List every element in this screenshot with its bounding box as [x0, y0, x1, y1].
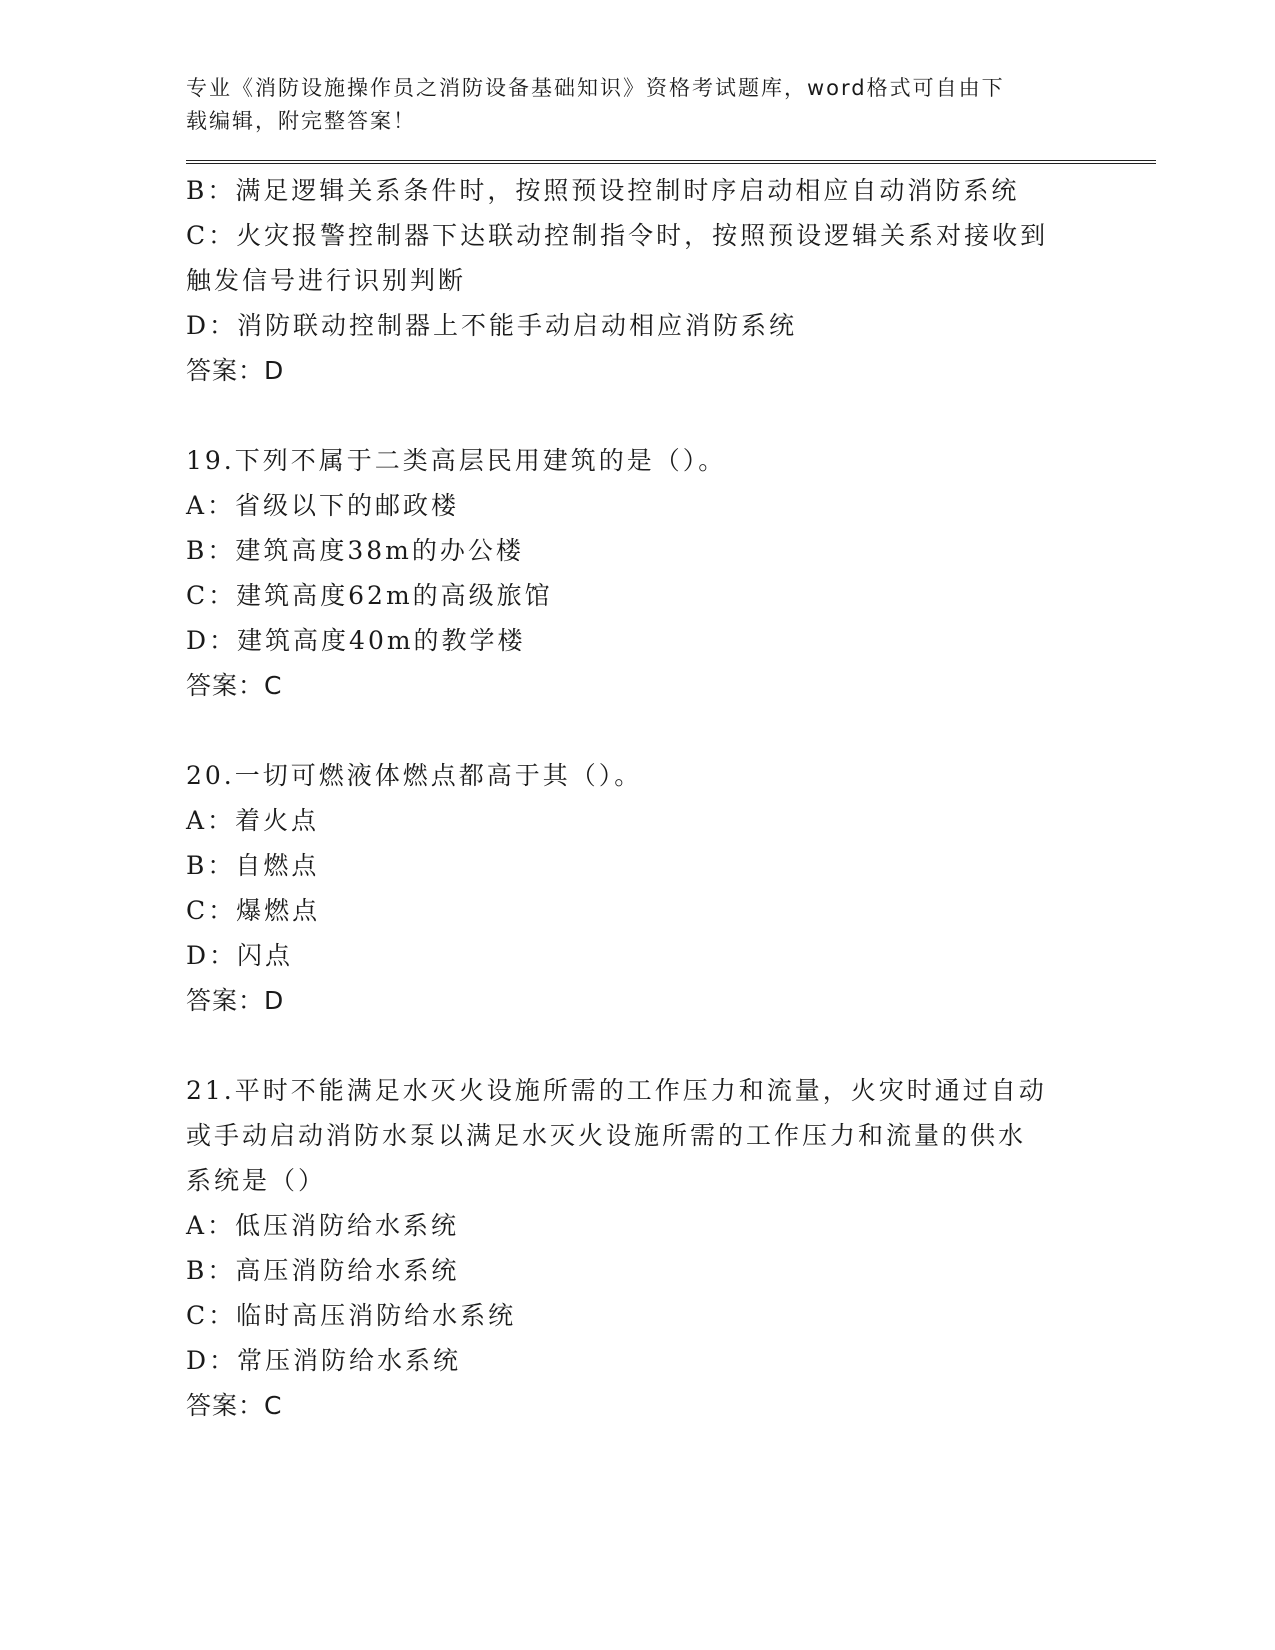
option-line: B：自燃点 — [186, 851, 320, 880]
option-line: D：建筑高度40m的教学楼 — [186, 626, 526, 655]
option-line: A：着火点 — [186, 806, 320, 835]
header-line: 专业《消防设施操作员之消防设备基础知识》资格考试题库，word格式可自由下 — [186, 76, 1005, 100]
answer-line: 答案：C — [186, 1391, 283, 1420]
question-stem: 20.一切可燃液体燃点都高于其（）。 — [186, 761, 643, 790]
option-line: B：高压消防给水系统 — [186, 1256, 460, 1285]
question-stem: 系统是（） — [186, 1166, 327, 1195]
question-block — [186, 1068, 1096, 1428]
question-block — [186, 438, 1096, 708]
document-page — [186, 72, 1096, 1428]
question-content — [186, 168, 1096, 1428]
option-line: C：临时高压消防给水系统 — [186, 1301, 517, 1330]
option-line: B：建筑高度38m的办公楼 — [186, 536, 524, 565]
question-stem: 21.平时不能满足水灭火设施所需的工作压力和流量，火灾时通过自动 — [186, 1076, 1047, 1105]
question-stem: 或手动启动消防水泵以满足水灭火设施所需的工作压力和流量的供水 — [186, 1121, 1027, 1150]
answer-line: 答案：D — [186, 986, 285, 1015]
option-line: D：常压消防给水系统 — [186, 1346, 462, 1375]
answer-line: 答案：D — [186, 356, 285, 385]
answer-line: 答案：C — [186, 671, 283, 700]
question-block — [186, 168, 1096, 393]
document-header — [186, 72, 1066, 138]
option-line: B：满足逻辑关系条件时，按照预设控制时序启动相应自动消防系统 — [186, 176, 1020, 205]
question-stem: 19.下列不属于二类高层民用建筑的是（）。 — [186, 446, 727, 475]
question-block — [186, 753, 1096, 1023]
option-line: D：闪点 — [186, 941, 294, 970]
header-divider — [186, 160, 1156, 164]
option-line: C：建筑高度62m的高级旅馆 — [186, 581, 553, 610]
option-line: 触发信号进行识别判断 — [186, 266, 467, 295]
option-line: A：低压消防给水系统 — [186, 1211, 460, 1240]
header-line: 载编辑，附完整答案！ — [186, 109, 416, 133]
option-line: C：火灾报警控制器下达联动控制指令时，按照预设逻辑关系对接收到 — [186, 221, 1049, 250]
option-line: D：消防联动控制器上不能手动启动相应消防系统 — [186, 311, 798, 340]
option-line: A：省级以下的邮政楼 — [186, 491, 460, 520]
option-line: C：爆燃点 — [186, 896, 321, 925]
